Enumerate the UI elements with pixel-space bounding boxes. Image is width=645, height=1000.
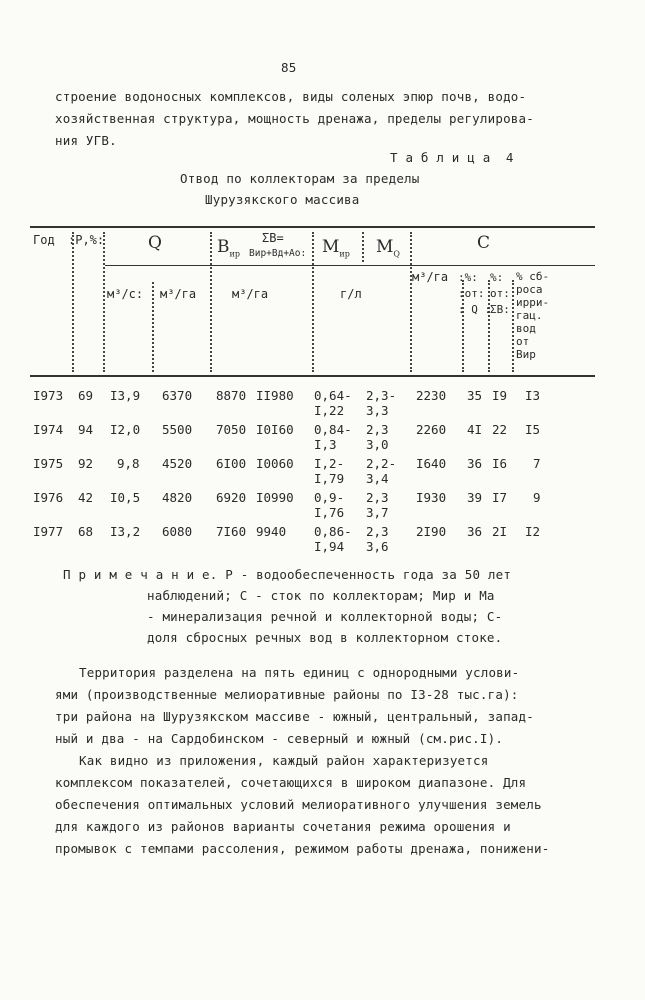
cell-mq: 2,3 3,7 [366, 490, 389, 520]
cell-q-m3ga: 4820 [162, 490, 193, 505]
cell-mir: 0,84- I,3 [314, 422, 352, 452]
col-sep [210, 232, 212, 372]
cell-q-m3ga: 5500 [162, 422, 193, 437]
cell-vir: 8870 [216, 388, 247, 403]
cell-q-m3ga: 4520 [162, 456, 193, 471]
cell-c-pct-q: 39 [467, 490, 483, 505]
header-sumb-formula: Bир+Bд+Ao: [249, 248, 307, 259]
header-q-m3s: м³/с: [107, 287, 144, 301]
cell-mir: 0,64- I,22 [314, 388, 352, 418]
header-q-m3ga: м³/га [160, 287, 197, 301]
cell-p: 94 [78, 422, 94, 437]
note-line-3: - минерализация речной и коллекторной воды; С- [147, 609, 503, 624]
table-header-bottom-rule [30, 375, 595, 377]
table-title-line-2: Шурузякского массива [205, 192, 360, 207]
col-sep [312, 232, 314, 372]
col-sep [362, 232, 364, 262]
col-sep [103, 232, 105, 372]
header-god: Год [33, 233, 55, 247]
table-header-subrule [105, 265, 595, 266]
header-mir: $M_{ир}$ [322, 237, 350, 259]
cell-year: I977 [33, 524, 64, 539]
cell-mir: I,2- I,79 [314, 456, 345, 486]
cell-mq: 2,3 3,0 [366, 422, 389, 452]
header-c-pct-sbros: % сб- роса ирри- гац. вод от Bир [516, 270, 550, 361]
col-sep [72, 232, 74, 372]
note-line-4: доля сбросных речных вод в коллекторном стоке. [147, 630, 503, 645]
cell-vir: 6I00 [216, 456, 247, 471]
intro-line-1: строение водоносных комплексов, виды соленых эпюр почв, водо- [55, 89, 527, 104]
cell-c-pct-sumb: I7 [492, 490, 508, 505]
cell-c: I640 [416, 456, 447, 471]
header-m-unit: г/л [340, 287, 362, 301]
body-line-1: Территория разделена на пять единиц с однородными услови- [79, 665, 520, 680]
cell-vir: 6920 [216, 490, 247, 505]
cell-c: 2260 [416, 422, 447, 437]
body-line-4: ный и два - на Сардобинском - северный и южный (см.рис.I). [55, 731, 504, 746]
cell-p: 42 [78, 490, 94, 505]
header-p: :P,%: [68, 233, 105, 247]
cell-q-m3s: I3,2 [110, 524, 141, 539]
cell-year: I976 [33, 490, 64, 505]
body-line-3: три района на Шурузякском массиве - южный, центральный, запад- [55, 709, 534, 724]
header-q: Q [148, 233, 162, 253]
header-mq: $M_Q$ [376, 237, 400, 259]
cell-c-pct-sbros: 7 [533, 456, 541, 471]
header-sumb: ΣB= [262, 231, 284, 245]
cell-year: I975 [33, 456, 64, 471]
cell-p: 69 [78, 388, 94, 403]
intro-line-2: хозяйственная структура, мощность дренажа, пределы регулирова- [55, 111, 534, 126]
body-line-5: Как видно из приложения, каждый район характеризуется [79, 753, 489, 768]
intro-line-3: ния УГВ. [55, 133, 117, 148]
cell-c-pct-sumb: I9 [492, 388, 508, 403]
cell-c: 2230 [416, 388, 447, 403]
body-line-9: промывок с темпами рассоления, режимом работы дренажа, понижени- [55, 841, 550, 856]
cell-q-m3ga: 6080 [162, 524, 193, 539]
cell-sumb: I0I60 [256, 422, 294, 437]
cell-c-pct-sbros: I3 [525, 388, 541, 403]
cell-year: I974 [33, 422, 64, 437]
header-vir-unit: м³/га [232, 287, 269, 301]
header-vir: $B_{ир}$ [217, 237, 240, 259]
cell-q-m3s: I2,0 [110, 422, 141, 437]
cell-c-pct-sbros: I2 [525, 524, 541, 539]
cell-c-pct-sbros: I5 [525, 422, 541, 437]
cell-c: 2I90 [416, 524, 447, 539]
cell-c-pct-sbros: 9 [533, 490, 541, 505]
body-line-7: обеспечения оптимальных условий мелиоративного улучшения земель [55, 797, 542, 812]
cell-year: I973 [33, 388, 64, 403]
cell-vir: 7050 [216, 422, 247, 437]
body-line-8: для каждого из районов варианты сочетания режима орошения и [55, 819, 511, 834]
cell-mq: 2,3 3,6 [366, 524, 389, 554]
header-c-pct-sumb: %: от: ΣB: [490, 271, 510, 316]
cell-mir: 0,9- I,76 [314, 490, 345, 520]
header-c-pct-q: :%: :от: : Q : [458, 271, 492, 316]
page-number: 85 [281, 60, 297, 75]
cell-p: 68 [78, 524, 94, 539]
cell-c-pct-sumb: I6 [492, 456, 508, 471]
cell-mir: 0,86- I,94 [314, 524, 352, 554]
cell-sumb: I0060 [256, 456, 294, 471]
table-top-rule [30, 226, 595, 228]
header-c: C [477, 233, 491, 253]
cell-sumb: I0990 [256, 490, 294, 505]
table-title-line-1: Отвод по коллекторам за пределы [180, 171, 420, 186]
header-c-m3ga: м³/га [412, 270, 449, 284]
cell-q-m3s: 9,8 [117, 456, 140, 471]
col-sep [410, 232, 412, 372]
cell-c-pct-sumb: 22 [492, 422, 508, 437]
note-line-2: наблюдений; С - сток по коллекторам; Мир и Мa [147, 588, 495, 603]
cell-sumb: II980 [256, 388, 294, 403]
cell-c-pct-sumb: 2I [492, 524, 508, 539]
body-line-6: комплексом показателей, сочетающихся в широком диапазоне. Для [55, 775, 527, 790]
cell-c-pct-q: 36 [467, 524, 483, 539]
cell-sumb: 9940 [256, 524, 287, 539]
col-sep [512, 280, 514, 372]
cell-c: I930 [416, 490, 447, 505]
cell-q-m3s: I3,9 [110, 388, 141, 403]
cell-mq: 2,3- 3,3 [366, 388, 397, 418]
cell-c-pct-q: 4I [467, 422, 483, 437]
col-sep [152, 282, 154, 372]
cell-p: 92 [78, 456, 94, 471]
table-label: Т а б л и ц а 4 [390, 150, 514, 165]
cell-mq: 2,2- 3,4 [366, 456, 397, 486]
body-line-2: ями (производственные мелиоративные районы по I3-28 тыс.га): [55, 687, 519, 702]
cell-c-pct-q: 35 [467, 388, 483, 403]
cell-q-m3s: I0,5 [110, 490, 141, 505]
cell-q-m3ga: 6370 [162, 388, 193, 403]
note-line-1: П р и м е ч а н и е. Р - водообеспеченность года за 50 лет [63, 567, 512, 582]
cell-c-pct-q: 36 [467, 456, 483, 471]
cell-vir: 7I60 [216, 524, 247, 539]
